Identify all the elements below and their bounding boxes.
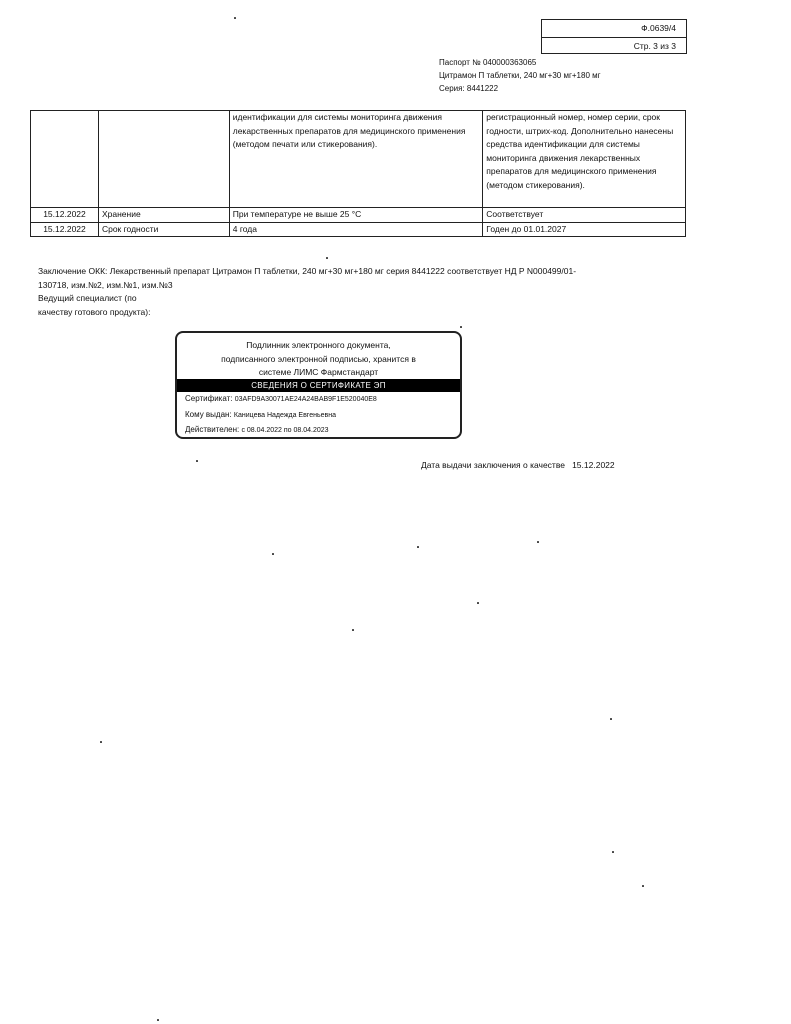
valid-value: с 08.04.2022 по 08.04.2023 <box>241 427 329 434</box>
stamp-original-line: системе ЛИМС Фармстандарт <box>258 367 379 377</box>
issue-date-value: 15.12.2022 <box>572 460 615 470</box>
row-date: 15.12.2022 <box>31 208 99 223</box>
scan-speck <box>157 1019 159 1021</box>
issue-date-label: Дата выдачи заключения о качестве <box>421 460 565 470</box>
row-result: регистрационный номер, номер серии, срок годности, штрих-код. Дополнительно нанесены средства идентификации для системы мониторинга движения лекарственных препаратов для медицинского применения (методом стикерования). <box>483 111 686 208</box>
table-row <box>31 111 686 208</box>
scan-speck <box>642 885 644 887</box>
owner-value: Каницева Надежда Евгеньевна <box>233 411 336 419</box>
scan-speck <box>477 602 479 604</box>
passport-product: Цитрамон П таблетки, 240 мг+30 мг+180 мг <box>439 71 601 80</box>
scan-speck <box>100 741 102 743</box>
table-row <box>31 208 686 223</box>
row-test-name: Хранение <box>98 208 229 223</box>
scan-speck <box>196 460 198 462</box>
stamp-original-line: Подлинник электронного документа, <box>246 340 391 350</box>
row-requirement: идентификации для системы мониторинга движения лекарственных препаратов для медицинского применения (методом печати или стикерования). <box>229 111 483 208</box>
stamp-original-line: подписанного электронной подписью, хранится в <box>221 353 416 364</box>
stamp-certificate <box>177 392 460 408</box>
issue-date-line <box>421 460 615 470</box>
scan-speck <box>272 553 274 555</box>
scan-speck <box>460 326 462 328</box>
scan-speck <box>612 851 614 853</box>
electronic-signature-stamp <box>175 331 462 439</box>
cert-value: 03AFD9A30071AE24A24BAB9F1E520040E8 <box>234 396 377 403</box>
row-date <box>31 111 99 208</box>
stamp-original-note <box>177 333 460 379</box>
table-row <box>31 222 686 237</box>
test-results-table <box>30 110 686 237</box>
row-requirement: 4 года <box>229 222 483 237</box>
owner-label: Кому выдан: <box>185 409 232 419</box>
row-test-name <box>98 111 229 208</box>
passport-series: Серия: 8441222 <box>439 84 499 93</box>
scan-speck <box>352 629 354 631</box>
stamp-header: СВЕДЕНИЯ О СЕРТИФИКАТЕ ЭП <box>177 379 460 392</box>
stamp-validity <box>177 423 460 439</box>
scan-speck <box>610 718 612 720</box>
form-code-box <box>541 19 687 54</box>
qc-conclusion: Заключение ОКК: Лекарственный препарат Цитрамон П таблетки, 240 мг+30 мг+180 мг серия 8441222 соответствует НД Р N000499/01-130718, изм.№2, изм.№1, изм.№3 <box>38 266 577 290</box>
valid-label: Действителен: <box>185 425 240 434</box>
scan-speck <box>417 546 419 548</box>
passport-number: Паспорт № 040000363065 <box>439 58 537 67</box>
row-result: Годен до 01.01.2027 <box>483 222 686 237</box>
row-result: Соответствует <box>483 208 686 223</box>
form-code: Ф.0639/4 <box>641 23 676 33</box>
specialist-label: Ведущий специалист (по качеству готового продукта): <box>38 293 151 317</box>
row-date: 15.12.2022 <box>31 222 99 237</box>
cert-label: Сертификат: <box>185 394 233 403</box>
scan-speck <box>537 541 539 543</box>
page-number: Стр. 3 из 3 <box>542 37 686 55</box>
stamp-owner <box>177 408 460 424</box>
passport-header <box>439 56 601 95</box>
scan-speck <box>234 17 236 19</box>
row-requirement: При температуре не выше 25 °С <box>229 208 483 223</box>
row-test-name: Срок годности <box>98 222 229 237</box>
scan-speck <box>326 257 328 259</box>
